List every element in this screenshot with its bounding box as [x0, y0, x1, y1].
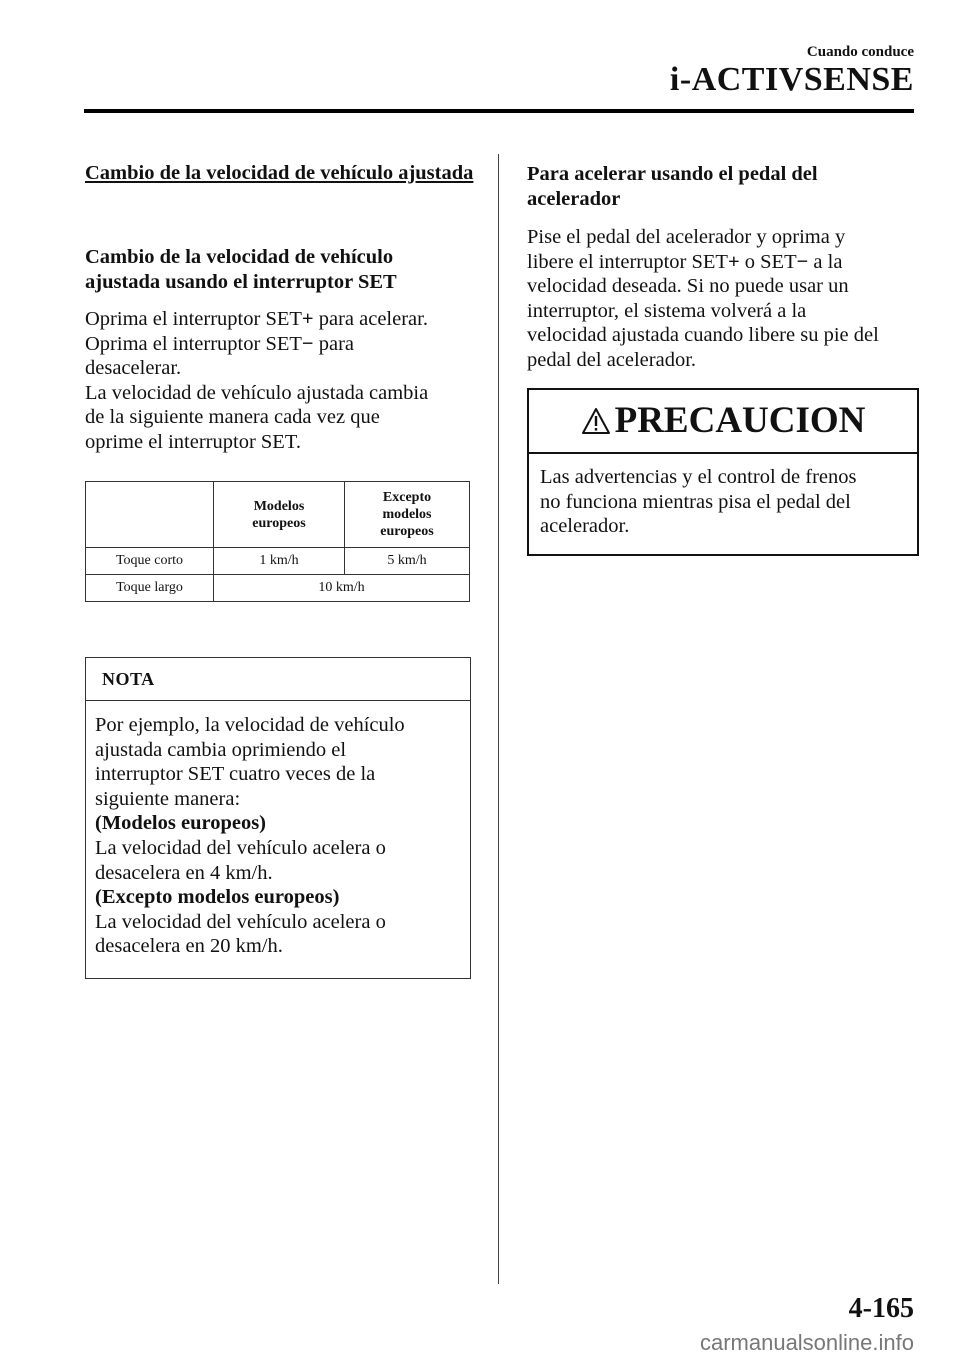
header-line: europeos	[380, 524, 434, 539]
text-line	[85, 307, 485, 332]
note-box	[85, 657, 471, 979]
row-label: Toque largo	[86, 575, 214, 602]
subsection-heading-line: Cambio de la velocidad de vehículo	[85, 246, 394, 268]
note-title: NOTA	[102, 669, 155, 689]
text-line: desacelerar.	[85, 357, 182, 380]
table-col-header	[214, 482, 345, 548]
table-header-row	[86, 482, 470, 548]
subsection-heading	[85, 245, 397, 294]
table-cell: 5 km/h	[345, 548, 470, 575]
text-line: La velocidad del vehículo acelera o	[95, 836, 386, 859]
text-span: Oprima el interruptor SET	[85, 308, 302, 330]
minus-symbol: −	[301, 332, 314, 355]
header-line: europeos	[252, 515, 306, 531]
caution-title: PRECAUCION	[614, 400, 866, 441]
table-row	[86, 575, 470, 602]
text-line: Las advertencias y el control de frenos	[540, 466, 857, 488]
note-body	[95, 713, 465, 959]
text-line: ajustada cambia oprimiendo el	[95, 738, 347, 761]
text-span: a la	[808, 250, 843, 273]
text-line: Pise el pedal del acelerador y oprima y	[527, 226, 846, 248]
text-line: acelerador.	[540, 515, 630, 538]
caution-box	[527, 388, 919, 556]
text-line: oprime el interruptor SET.	[85, 430, 301, 453]
text-line: velocidad deseada. Si no puede usar un	[527, 275, 849, 298]
text-line: de la siguiente manera cada vez que	[85, 406, 380, 429]
speed-step-table	[85, 481, 470, 602]
right-heading	[527, 162, 917, 211]
text-line	[527, 250, 927, 275]
text-span: para acelerar.	[313, 308, 428, 330]
text-line: La velocidad del vehículo acelera o	[95, 910, 386, 933]
header-line: modelos	[382, 507, 432, 522]
page-number: 4-165	[848, 1293, 914, 1324]
text-span: libere el interruptor SET	[527, 250, 728, 273]
note-header	[86, 658, 470, 701]
text-line: pedal del acelerador.	[527, 348, 697, 371]
table-cell: 10 km/h	[214, 575, 470, 602]
watermark: carmanualsonline.info	[699, 1330, 914, 1355]
column-divider	[498, 154, 499, 1284]
plus-symbol: +	[301, 308, 314, 330]
heading-line: Para acelerar usando el pedal del	[527, 163, 818, 185]
text-line: desacelera en 20 km/h.	[95, 935, 283, 958]
text-line: desacelera en 4 km/h.	[95, 861, 273, 884]
text-line: velocidad ajustada cuando libere su pie del	[527, 324, 879, 347]
caution-header	[529, 390, 917, 454]
chapter-title: i-ACTIVSENSE	[669, 61, 914, 98]
text-line: La velocidad de vehículo ajustada cambia	[85, 381, 429, 404]
heading-line: acelerador	[527, 187, 621, 210]
right-paragraph	[527, 225, 927, 373]
text-line: no funciona mientras pisa el pedal del	[540, 490, 851, 513]
row-label: Toque corto	[86, 548, 214, 575]
minus-symbol: −	[796, 250, 809, 273]
header-line: Excepto	[382, 490, 432, 505]
text-span: para	[313, 332, 354, 355]
table-col-header	[345, 482, 470, 548]
header-line: Modelos	[253, 498, 305, 514]
table-row	[86, 548, 470, 575]
text-line: (Modelos europeos)	[95, 812, 267, 835]
chapter-subtitle: Cuando conduce	[806, 44, 914, 60]
header-rule	[84, 109, 914, 113]
text-line: interruptor, el sistema volverá a la	[527, 299, 807, 322]
plus-symbol: +	[727, 250, 740, 273]
text-line: Por ejemplo, la velocidad de vehículo	[95, 714, 405, 736]
table-cell: 1 km/h	[214, 548, 345, 575]
text-span: Oprima el interruptor SET	[85, 332, 302, 355]
table-corner-cell	[86, 482, 214, 548]
left-paragraph	[85, 307, 485, 455]
text-span: o SET	[739, 250, 797, 273]
warning-triangle-icon	[581, 407, 611, 435]
subsection-heading-line: ajustada usando el interruptor SET	[85, 270, 397, 293]
text-line: siguiente manera:	[95, 787, 241, 810]
text-line: (Excepto modelos europeos)	[95, 886, 340, 909]
text-line: interruptor SET cuatro veces de la	[95, 763, 376, 786]
caution-body	[540, 465, 910, 539]
section-title: Cambio de la velocidad de vehículo ajustada	[85, 162, 474, 184]
text-line	[85, 332, 485, 357]
